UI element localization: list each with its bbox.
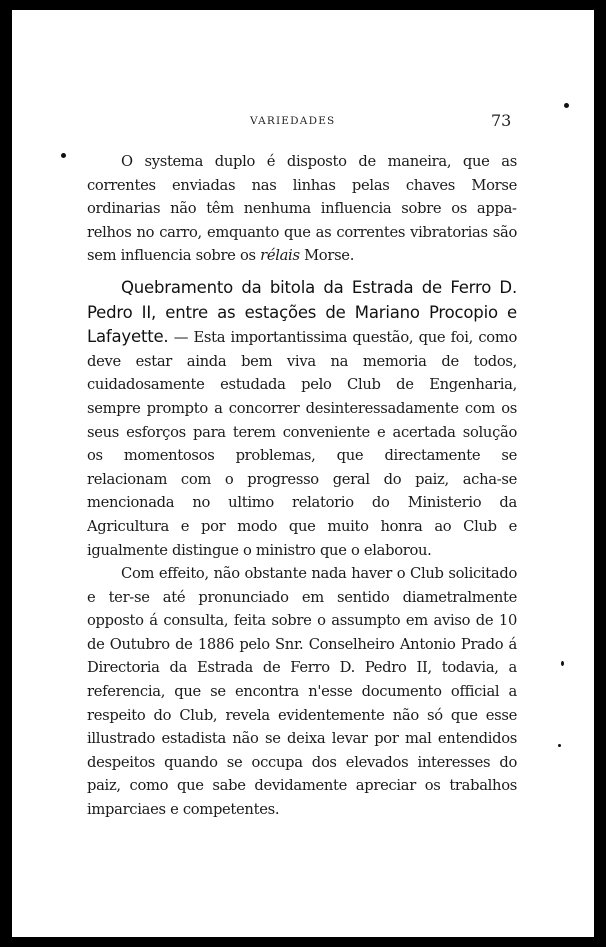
paragraph-2 <box>87 276 517 562</box>
page-header <box>12 111 594 139</box>
running-head: VARIEDADES <box>250 115 336 127</box>
page-number: 73 <box>491 111 512 130</box>
scan-speck <box>558 744 561 747</box>
document-page <box>12 10 594 937</box>
paragraph-3-text: Com effeito, não obstante nada haver o Club solicitado e ter-se até pronunciado em sentido diametralmente opposto á consulta, feita sobre o assumpto em aviso de 10 de Outubro de 1886 pelo Snr. Conselheiro Antonio Prado á Directoria da Estrada de Ferro D. Pedro II, todavia, a referencia, que se encontra n'esse documento official a respeito do Club, revela evidentemente não só que esse illustrado estadista não se deixa levar por mal entendidos despeitos quando se occupa dos elevados interesses do paiz, como que sabe devidamente apreciar os trabalhos imparciaes e competentes. <box>87 565 517 819</box>
paragraph-1-text: O systema duplo é disposto de maneira, que as correntes enviadas nas linhas pelas chaves Morse ordinarias não têm nenhuma influencia sobre os apparelhos no carro, emquanto que as correntes vibratorias são sem influencia sobre os <box>87 153 517 265</box>
paragraph-1 <box>87 150 517 268</box>
paragraph-1-italic-word: rélais <box>260 247 300 265</box>
body-text <box>87 150 517 822</box>
paragraph-2-body: — Esta importantissima questão, que foi, como deve estar ainda bem viva na memoria de todos, cuidadosamente estudada pelo Club de Engenharia, sempre prompto a concorrer desinteressadamente com os seus esforços para terem conveniente e acertada solução os momentosos problemas, que directamente se relacionam com o progresso geral do paiz, acha-se mencionada no ultimo relatorio do Ministerio da Agricultura e por modo que muito honra ao Club e igualmente distingue o ministro que o elaborou. <box>87 329 517 559</box>
scan-speck <box>561 661 564 666</box>
paragraph-3 <box>87 562 517 822</box>
scan-speck <box>564 103 569 108</box>
paragraph-1-ending: Morse. <box>299 247 355 265</box>
section-title: Quebramento da bitola da Estrada de Ferro D. Pedro II, entre as estações de Mariano Procopio e Lafayette. <box>87 277 517 347</box>
scan-speck <box>61 153 66 158</box>
